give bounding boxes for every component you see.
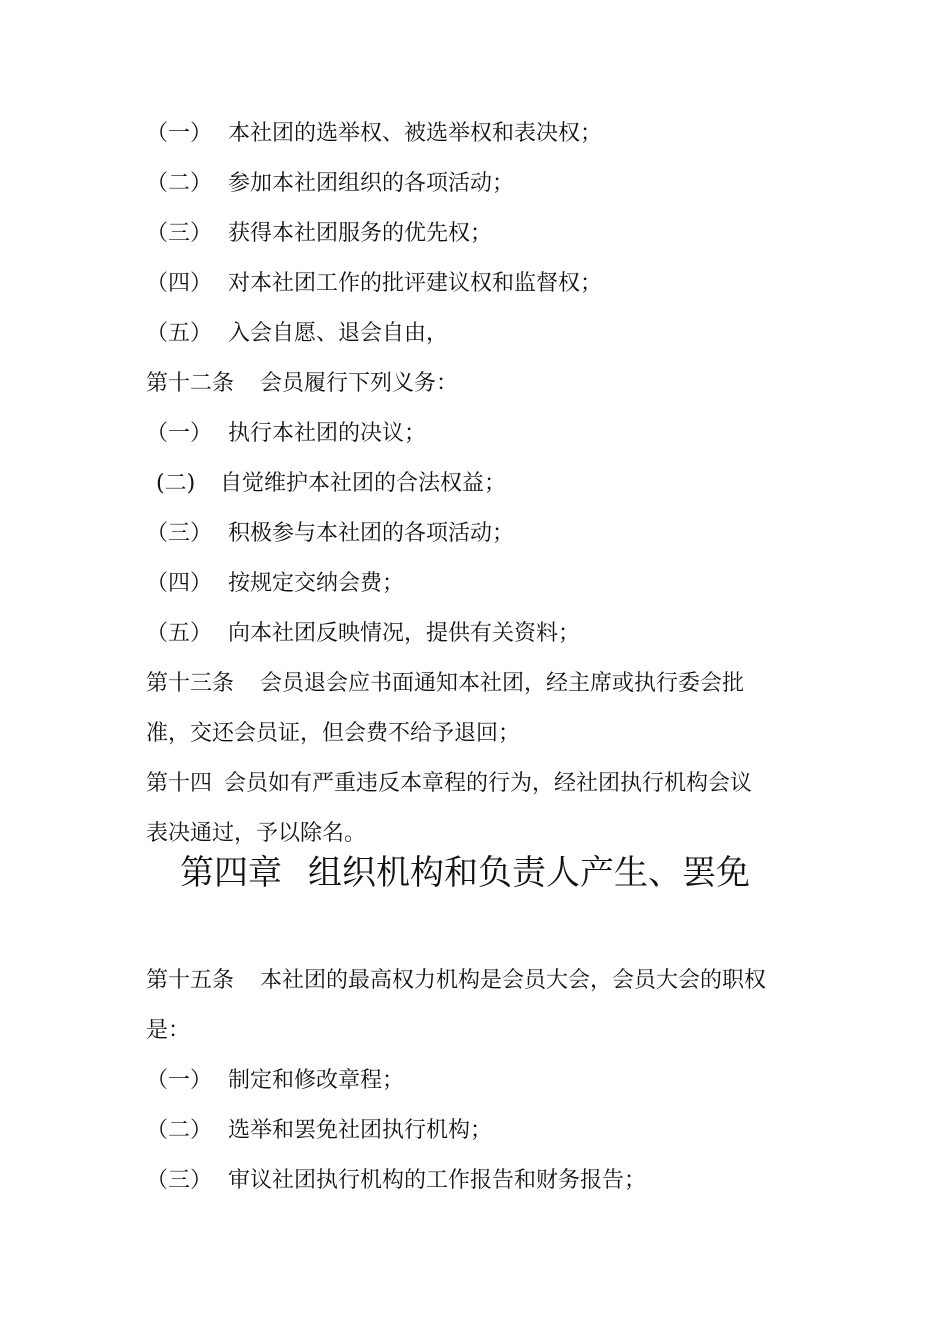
item-text: 执行本社团的决议； [228, 421, 427, 446]
duty-item-5 [146, 620, 826, 648]
item-number: （一） [146, 1068, 213, 1093]
item-number: （三） [146, 521, 213, 546]
article-text: 准，交还会员证，但会费不给予退回； [146, 721, 521, 746]
item-number: （三） [146, 221, 213, 246]
item-text: 参加本社团组织的各项活动； [228, 171, 515, 196]
item-text: 获得本社团服务的优先权； [228, 221, 493, 246]
item-text: 自觉维护本社团的合法权益； [220, 471, 507, 496]
article-label: 第十三条 [146, 671, 235, 696]
item-text: 本社团的选举权、被选举权和表决权； [228, 121, 603, 146]
article-text: 会员如有严重违反本章程的行为，经社团执行机构会议 [224, 771, 753, 796]
article-13-continued [146, 720, 826, 748]
article-14-continued [146, 820, 826, 848]
article-text: 表决通过，予以除名。 [146, 821, 367, 846]
right-item-2 [146, 170, 826, 198]
article-label: 第十四 [146, 771, 213, 796]
item-text: 积极参与本社团的各项活动； [228, 521, 515, 546]
article-12-heading [146, 370, 826, 398]
item-number: （三） [146, 1168, 213, 1193]
power-item-1 [146, 1067, 826, 1095]
item-number: （一） [146, 121, 213, 146]
item-number: （四） [146, 271, 213, 296]
item-number: （二） [146, 1118, 213, 1143]
article-15-continued [146, 1017, 826, 1045]
item-text: 对本社团工作的批评建议权和监督权； [228, 271, 603, 296]
article-text: 本社团的最高权力机构是会员大会，会员大会的职权 [260, 968, 767, 993]
right-item-4 [146, 270, 826, 298]
item-text: 制定和修改章程； [228, 1068, 405, 1093]
item-number: （二） [146, 171, 213, 196]
item-text: 按规定交纳会费； [228, 571, 405, 596]
duty-item-4 [146, 570, 826, 598]
right-item-1 [146, 120, 826, 148]
item-number: （五） [146, 621, 213, 646]
chapter-title: 组织机构和负责人产生、罢免 [308, 853, 750, 893]
article-13 [146, 670, 826, 698]
right-item-5 [146, 320, 826, 348]
item-number: （五） [146, 321, 213, 346]
article-text: 是： [146, 1018, 191, 1043]
item-text: 向本社团反映情况，提供有关资料； [228, 621, 581, 646]
power-item-3 [146, 1167, 826, 1195]
item-text: 审议社团执行机构的工作报告和财务报告； [228, 1168, 647, 1193]
article-text: 会员退会应书面通知本社团，经主席或执行委会批 [260, 671, 745, 696]
item-text: 入会自愿、退会自由， [228, 321, 449, 346]
article-text: 会员履行下列义务： [260, 371, 459, 396]
right-item-3 [146, 220, 826, 248]
duty-item-1 [146, 420, 826, 448]
chapter-number: 第四章 [180, 853, 282, 893]
duty-item-2 [146, 470, 826, 498]
chapter-heading [180, 852, 750, 894]
item-number: （一） [146, 421, 213, 446]
item-text: 选举和罢免社团执行机构； [228, 1118, 493, 1143]
article-15 [146, 967, 826, 995]
duty-item-3 [146, 520, 826, 548]
power-item-2 [146, 1117, 826, 1145]
article-label: 第十五条 [146, 968, 235, 993]
article-label: 第十二条 [146, 371, 235, 396]
item-number: （四） [146, 571, 213, 596]
item-number: (二) [156, 471, 196, 496]
article-14 [146, 770, 826, 798]
